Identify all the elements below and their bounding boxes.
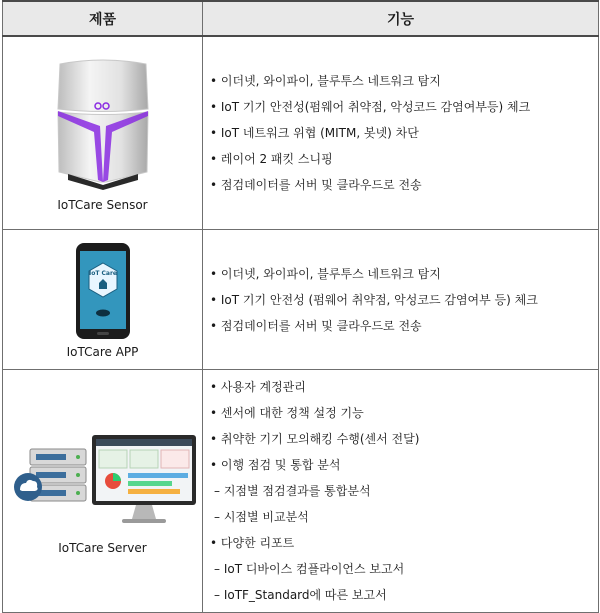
feature-item: • IoT 네트워크 위협 (MITM, 봇넷) 차단 xyxy=(210,126,419,140)
feature-subitem: – IoTF_Standard에 따른 보고서 xyxy=(214,588,387,602)
product-cell xyxy=(3,230,203,370)
feature-subitem: – 시점별 비교분석 xyxy=(214,510,309,524)
feature-item: • 이더넷, 와이파이, 블루투스 네트워크 탐지 xyxy=(210,266,441,281)
table-row xyxy=(3,370,599,613)
feature-item: • 사용자 계정관리 xyxy=(210,380,306,394)
feature-item: • IoT 기기 안전성 (펌웨어 취약점, 악성코드 감염여부 등) 체크 xyxy=(210,292,538,307)
table-row xyxy=(3,230,599,370)
product-cell xyxy=(3,370,203,613)
smartphone-app-image xyxy=(73,241,133,341)
product-name: IoTCare APP xyxy=(66,344,139,359)
header-feature: 기능 xyxy=(203,1,599,36)
table-header-row xyxy=(3,1,599,36)
spec-table-container xyxy=(2,0,598,611)
feature-item: • 점검데이터를 서버 및 클라우드로 전송 xyxy=(210,318,422,333)
feature-item: • 다양한 리포트 xyxy=(210,536,295,550)
feature-item: • 레이어 2 패킷 스니핑 xyxy=(210,152,333,166)
app-screen-label: IoT Care xyxy=(88,269,117,277)
feature-cell xyxy=(203,230,599,370)
feature-cell xyxy=(203,36,599,230)
table-row xyxy=(3,36,599,230)
feature-item: • 취약한 기기 모의해킹 수행(센서 전달) xyxy=(210,432,420,446)
product-cell xyxy=(3,36,203,230)
sensor-device-image xyxy=(48,54,158,194)
feature-subitem: – IoT 디바이스 컴플라이언스 보고서 xyxy=(214,562,405,576)
feature-subitem: – 지점별 점검결과를 통합분석 xyxy=(214,484,371,498)
feature-item: • IoT 기기 안전성(펌웨어 취약점, 악성코드 감염여부등) 체크 xyxy=(210,100,531,114)
feature-cell xyxy=(203,370,599,613)
product-name: IoTCare Server xyxy=(58,541,147,555)
server-dashboard-image xyxy=(8,427,198,537)
header-product: 제품 xyxy=(3,1,203,36)
product-name: IoTCare Sensor xyxy=(57,198,148,212)
feature-item: • 이행 점검 및 통합 분석 xyxy=(210,458,341,472)
feature-item: • 점검데이터를 서버 및 클라우드로 전송 xyxy=(210,178,422,192)
feature-item: • 이더넷, 와이파이, 블루투스 네트워크 탐지 xyxy=(210,74,441,88)
feature-item: • 센서에 대한 정책 설정 기능 xyxy=(210,406,364,420)
product-feature-table xyxy=(2,0,599,613)
